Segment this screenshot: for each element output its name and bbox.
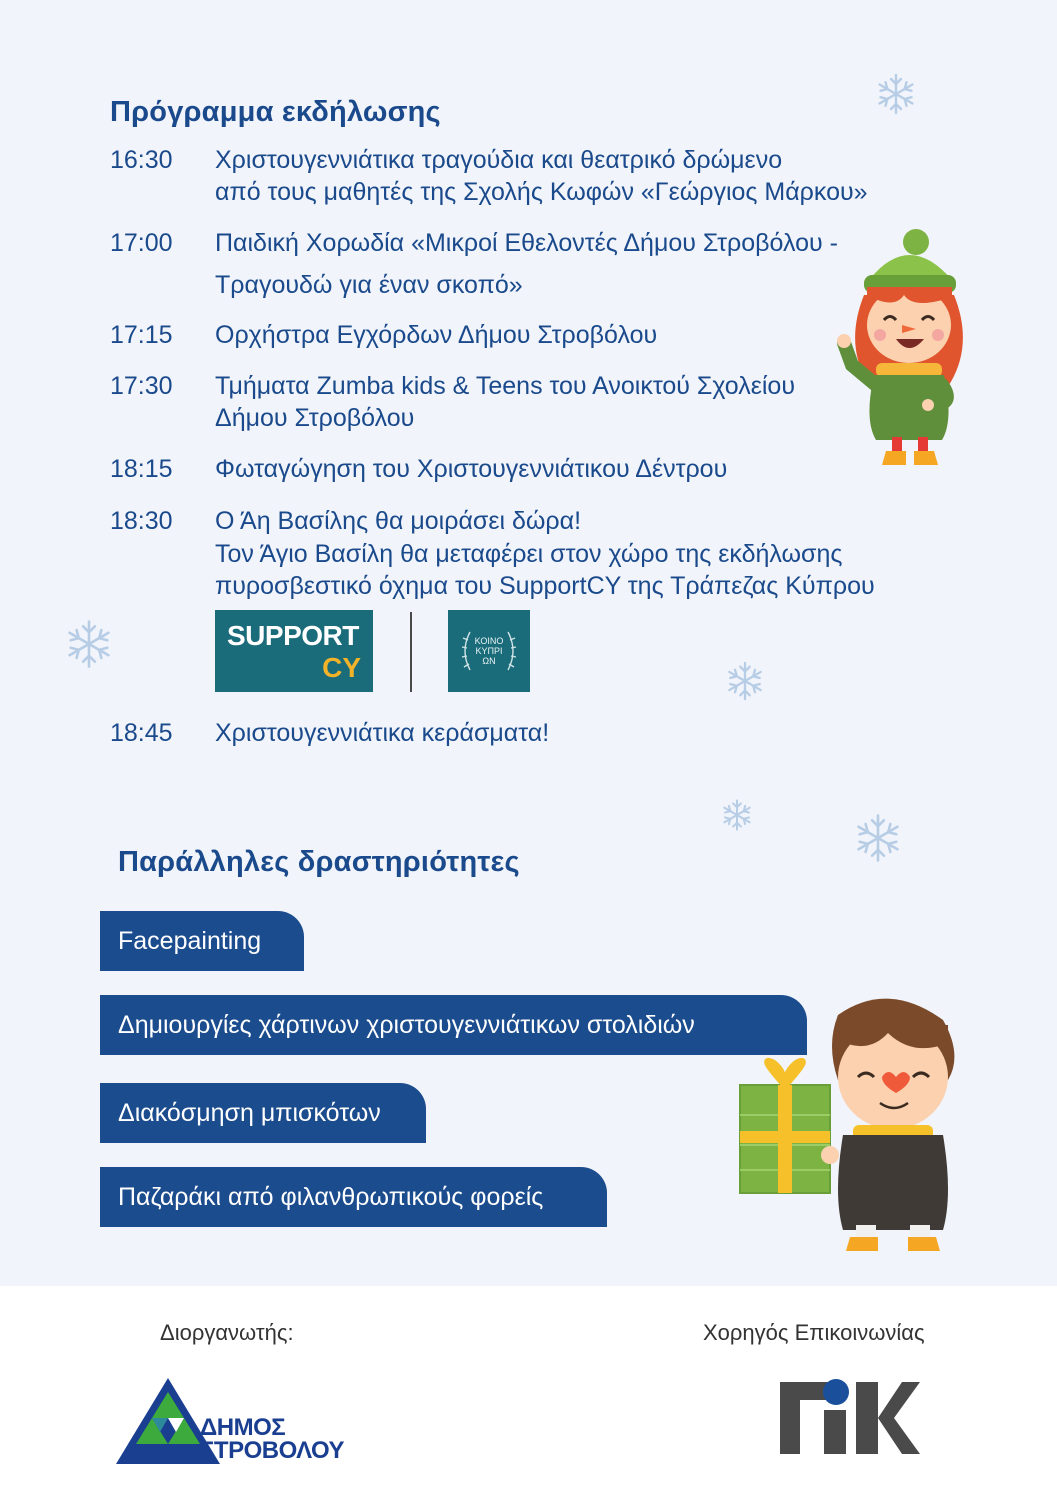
program-title: Πρόγραμμα εκδήλωσης [110,96,441,128]
rik-logo [780,1378,920,1454]
snowflake-icon [63,618,115,670]
activity-paper-ornaments: Δημιουργίες χάρτινων χριστουγεννιάτικων στολιδιών [100,995,807,1055]
program-line: από τους μαθητές της Σχολής Κωφών «Γεώργιος Μάρκου» [215,178,868,206]
koino-logo-line: ΚΟΙΝΟ [474,636,504,646]
activities-title: Παράλληλες δραστηριότητες [118,846,520,878]
snowflake-icon [720,798,754,832]
snowflake-icon [874,72,918,116]
program-time: 18:30 [110,507,173,535]
organizer-name-line2: ΣΤΡΟΒΟΛΟΥ [200,1437,344,1464]
program-line: Ο Άη Βασίλης θα μοιράσει δώρα! [215,507,582,535]
organizer-label: Διοργανωτής: [160,1320,294,1345]
snowflake-icon [724,660,766,702]
sponsor-label: Χορηγός Επικοινωνίας [703,1320,925,1345]
program-time: 16:30 [110,146,173,174]
program-time: 17:30 [110,372,173,400]
supportcy-logo-support: SUPPORT [227,620,359,651]
snowflake-icon [852,812,904,864]
program-line: Δήμου Στροβόλου [215,404,415,432]
program-line: πυροσβεστικό όχημα του SupportCY της Τράπεζας Κύπρου [215,572,875,600]
program-line: Παιδική Χορωδία «Μικροί Εθελοντές Δήμου Στροβόλου - [215,229,838,257]
supportcy-logo-cy: CY [322,652,361,683]
program-time: 18:15 [110,455,173,483]
activity-cookie-decorating: Διακόσμηση μπισκότων [100,1083,426,1143]
program-time: 18:45 [110,719,173,747]
footer [0,1286,1057,1500]
program-line: Χριστουγεννιάτικα τραγούδια και θεατρικό δρώμενο [215,146,783,174]
program-line: Τμήματα Zumba kids & Teens του Ανοικτού Σχολείου [215,372,796,400]
program-line: Χριστουγεννιάτικα κεράσματα! [215,719,550,747]
program-line: Τον Άγιο Βασίλη θα μεταφέρει στον χώρο της εκδήλωσης [215,540,843,568]
koino-logo-line: ΚΥΠΡΙ [475,646,503,656]
koino-logo-line: ΩΝ [482,656,496,666]
organizer-name-line1: ΔΗΜΟΣ [200,1414,286,1441]
supportcy-logo [215,610,373,692]
koino-kyprion-logo [448,610,530,692]
program-line: Φωταγώγηση του Χριστουγεννιάτικου Δέντρου [215,455,728,483]
program-time: 17:15 [110,321,173,349]
activity-charity-bazaar: Παζαράκι από φιλανθρωπικούς φορείς [100,1167,607,1227]
boy-illustration [738,985,978,1255]
activity-facepainting: Facepainting [100,911,304,971]
program-line: Τραγουδώ για έναν σκοπό» [215,271,523,299]
program-line: Ορχήστρα Εγχόρδων Δήμου Στροβόλου [215,321,658,349]
girl-illustration [834,225,984,470]
logo-divider [410,612,412,692]
program-time: 17:00 [110,229,173,257]
